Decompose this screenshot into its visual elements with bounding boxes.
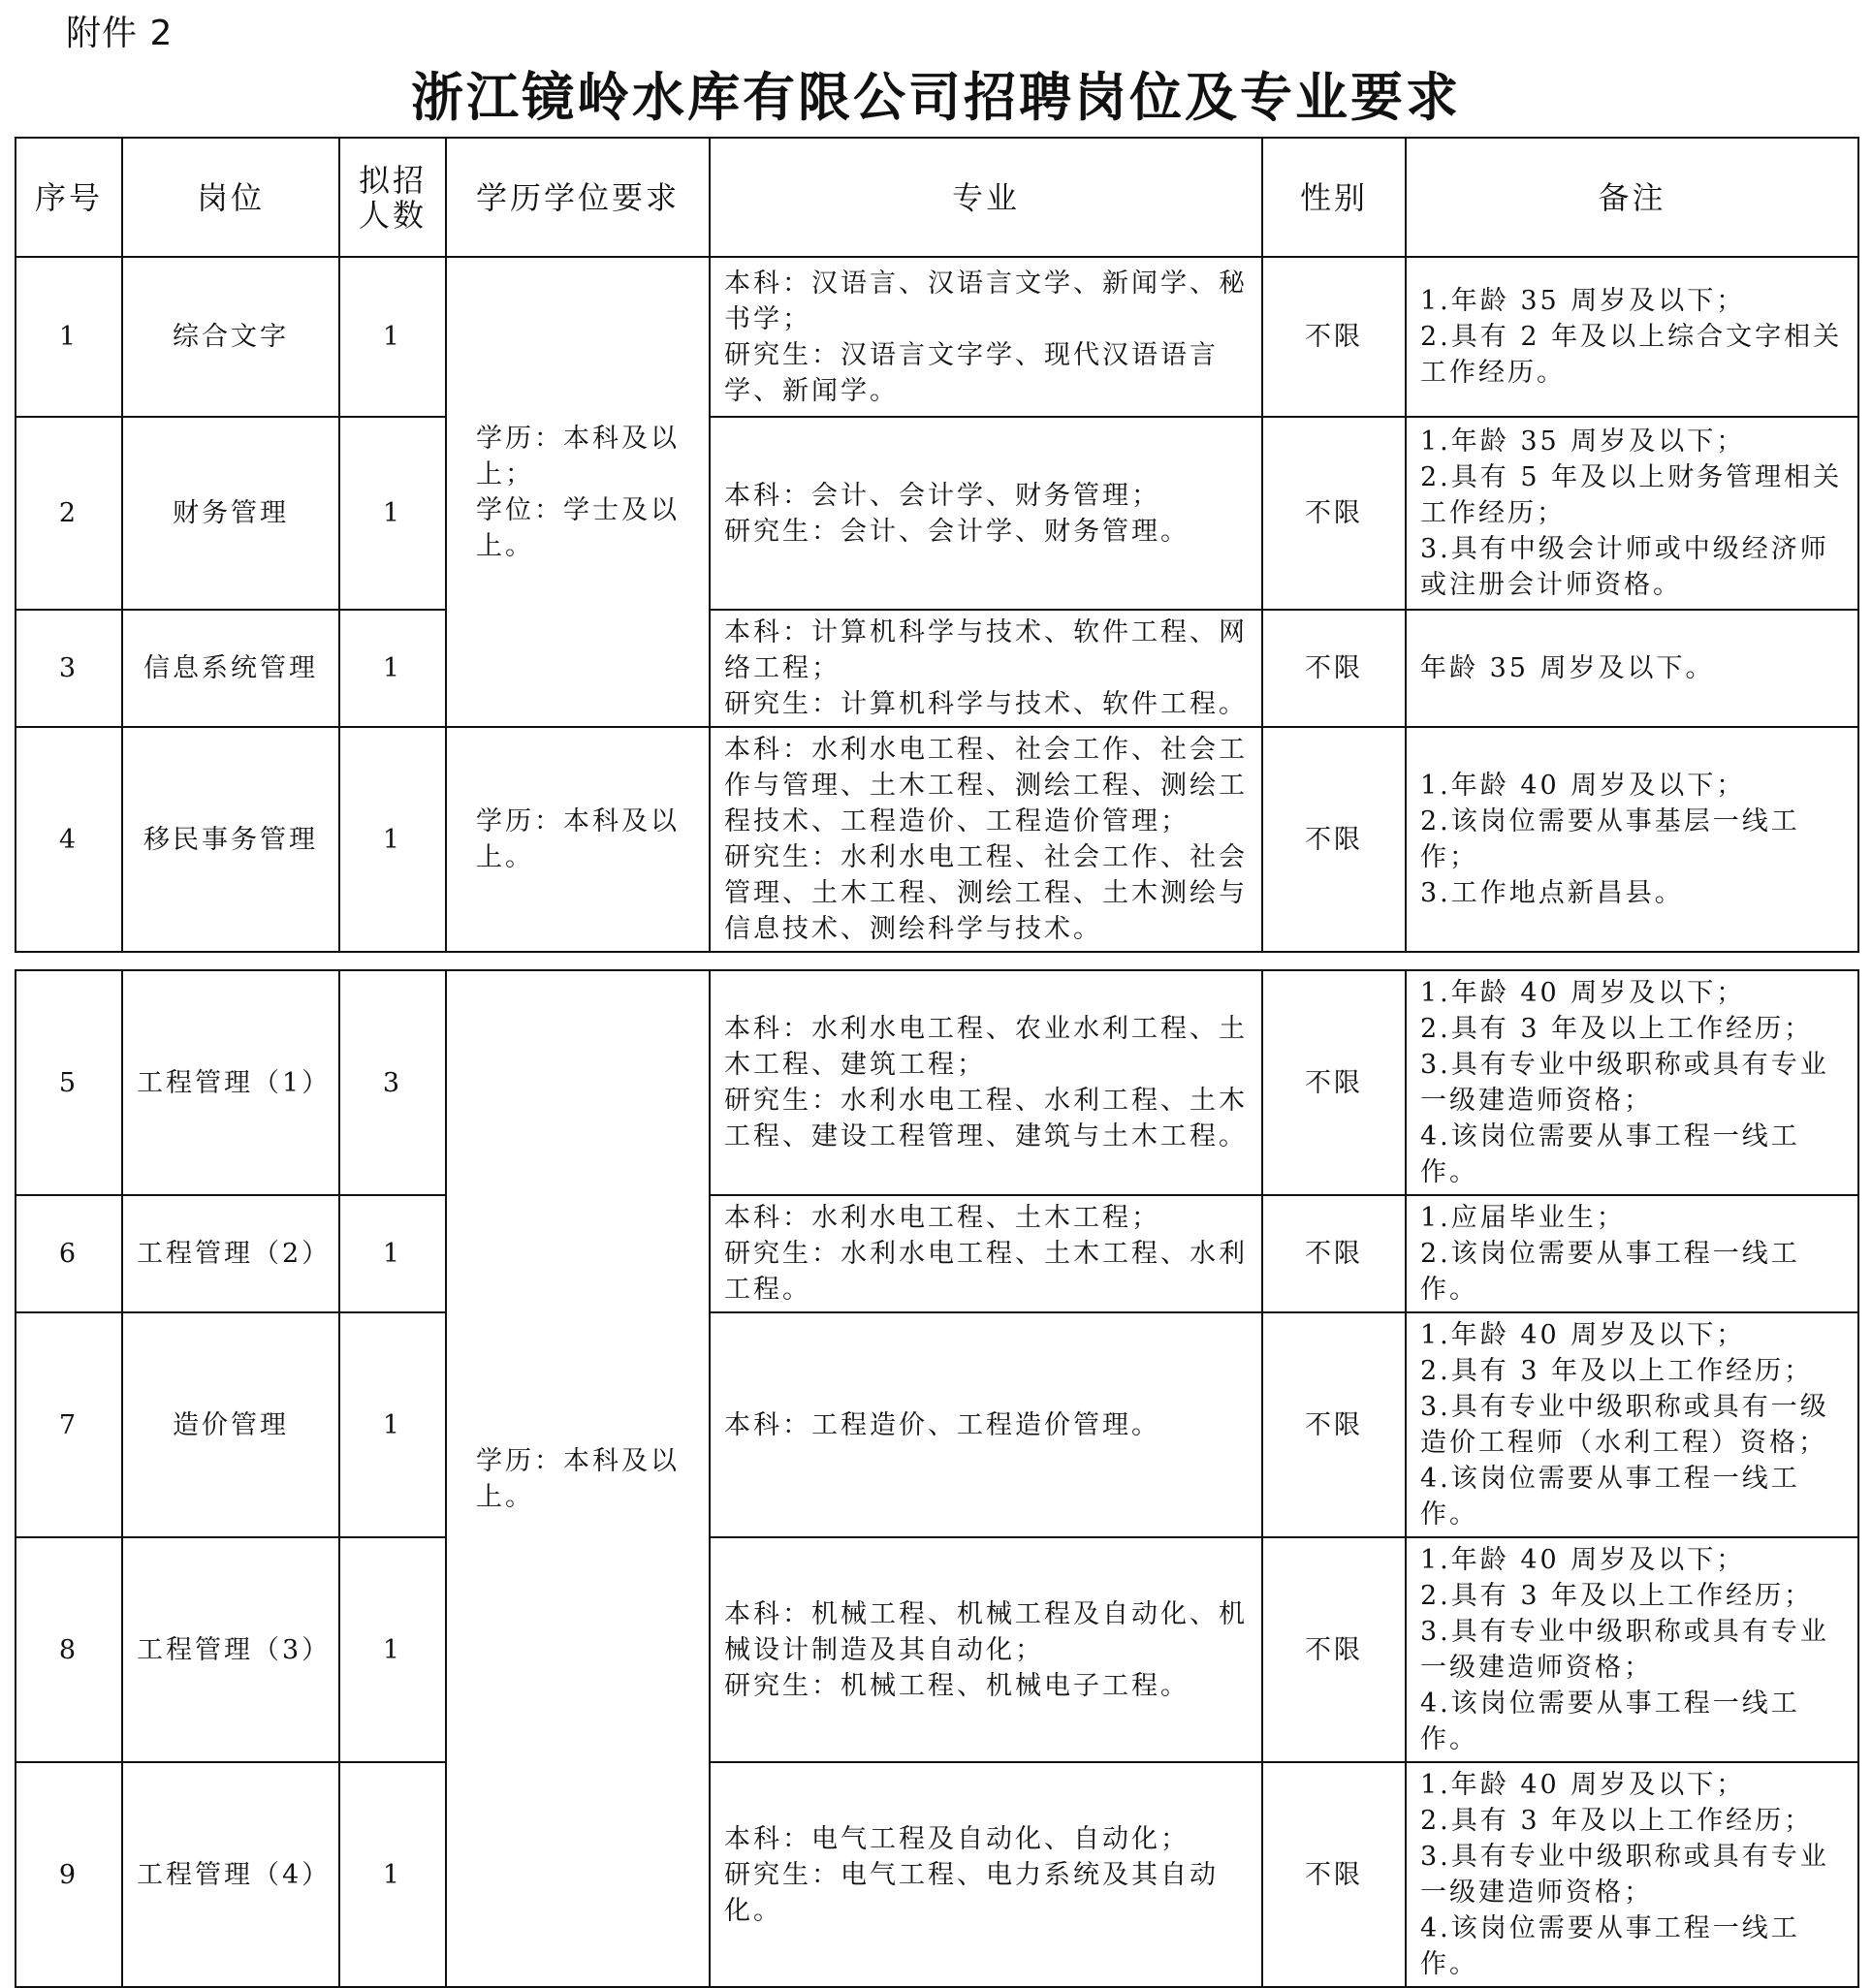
header-row <box>16 138 1858 257</box>
table-row <box>16 1762 1858 1987</box>
table-row <box>16 970 1858 1195</box>
row-major: 本科：工程造价、工程造价管理。 <box>710 1312 1262 1537</box>
row-major: 本科：汉语言、汉语言文学、新闻学、秘书学； 研究生：汉语言文字学、现代汉语语言学、新闻学。 <box>710 257 1262 417</box>
row-notes: 1.年龄 35 周岁及以下； 2.具有 5 年及以上财务管理相关工作经历； 3.具有中级会计师或中级经济师或注册会计师资格。 <box>1406 417 1858 610</box>
row-no: 8 <box>16 1537 122 1762</box>
row-no: 5 <box>16 970 122 1195</box>
row-count: 1 <box>339 1195 446 1312</box>
row-major: 本科：电气工程及自动化、自动化； 研究生：电气工程、电力系统及其自动化。 <box>710 1762 1262 1987</box>
row-gender: 不限 <box>1262 610 1406 727</box>
row-major: 本科：会计、会计学、财务管理； 研究生：会计、会计学、财务管理。 <box>710 417 1262 610</box>
row-notes: 1.应届毕业生； 2.该岗位需要从事工程一线工作。 <box>1406 1195 1858 1312</box>
table-row <box>16 417 1858 610</box>
table-row <box>16 610 1858 727</box>
row-gender: 不限 <box>1262 1762 1406 1987</box>
row-gender: 不限 <box>1262 970 1406 1195</box>
row-position: 财务管理 <box>122 417 339 610</box>
row-position: 移民事务管理 <box>122 727 339 952</box>
row-count: 1 <box>339 1537 446 1762</box>
row-gender: 不限 <box>1262 1195 1406 1312</box>
header-no: 序号 <box>16 138 122 257</box>
row-notes: 1.年龄 40 周岁及以下； 2.该岗位需要从事基层一线工作； 3.工作地点新昌县。 <box>1406 727 1858 952</box>
row-major: 本科：机械工程、机械工程及自动化、机械设计制造及其自动化； 研究生：机械工程、机械电子工程。 <box>710 1537 1262 1762</box>
row-position: 工程管理（1） <box>122 970 339 1195</box>
row-position: 综合文字 <box>122 257 339 417</box>
header-education: 学历学位要求 <box>446 138 710 257</box>
row-count: 3 <box>339 970 446 1195</box>
row-notes: 1.年龄 40 周岁及以下； 2.具有 3 年及以上工作经历； 3.具有专业中级职称或具有一级造价工程师（水利工程）资格； 4.该岗位需要从事工程一线工作。 <box>1406 1312 1858 1537</box>
table-row <box>16 1312 1858 1537</box>
row-gender: 不限 <box>1262 257 1406 417</box>
row-notes: 1.年龄 40 周岁及以下； 2.具有 3 年及以上工作经历； 3.具有专业中级职称或具有专业一级建造师资格； 4.该岗位需要从事工程一线工作。 <box>1406 1537 1858 1762</box>
row-count: 1 <box>339 727 446 952</box>
row-notes: 1.年龄 40 周岁及以下； 2.具有 3 年及以上工作经历； 3.具有专业中级职称或具有专业一级建造师资格； 4.该岗位需要从事工程一线工作。 <box>1406 1762 1858 1987</box>
row-count: 1 <box>339 1312 446 1537</box>
row-count: 1 <box>339 257 446 417</box>
row-gender: 不限 <box>1262 727 1406 952</box>
row-notes: 年龄 35 周岁及以下。 <box>1406 610 1858 727</box>
education-requirement-group-1: 学历：本科及以 上； 学位：学士及以 上。 <box>446 257 710 727</box>
education-requirement-group-2: 学历：本科及以 上。 <box>446 727 710 952</box>
education-requirement-group-3: 学历：本科及以 上。 <box>446 970 710 1987</box>
recruitment-table-page-1 <box>15 137 1859 953</box>
row-notes: 1.年龄 35 周岁及以下； 2.具有 2 年及以上综合文字相关工作经历。 <box>1406 257 1858 417</box>
table-row <box>16 1195 1858 1312</box>
row-major: 本科：计算机科学与技术、软件工程、网络工程； 研究生：计算机科学与技术、软件工程。 <box>710 610 1262 727</box>
row-major: 本科：水利水电工程、社会工作、社会工作与管理、土木工程、测绘工程、测绘工程技术、工程造价、工程造价管理； 研究生：水利水电工程、社会工作、社会管理、土木工程、测绘工程、土木测绘与信息技术、测绘科学与技术。 <box>710 727 1262 952</box>
header-position: 岗位 <box>122 138 339 257</box>
row-major: 本科：水利水电工程、农业水利工程、土木工程、建筑工程； 研究生：水利水电工程、水利工程、土木工程、建设工程管理、建筑与土木工程。 <box>710 970 1262 1195</box>
row-no: 6 <box>16 1195 122 1312</box>
row-position: 工程管理（3） <box>122 1537 339 1762</box>
attachment-label: 附件 2 <box>66 14 174 53</box>
row-position: 造价管理 <box>122 1312 339 1537</box>
header-gender: 性别 <box>1262 138 1406 257</box>
row-count: 1 <box>339 610 446 727</box>
row-gender: 不限 <box>1262 417 1406 610</box>
row-no: 2 <box>16 417 122 610</box>
row-gender: 不限 <box>1262 1312 1406 1537</box>
row-position: 工程管理（2） <box>122 1195 339 1312</box>
row-no: 9 <box>16 1762 122 1987</box>
row-major: 本科：水利水电工程、土木工程； 研究生：水利水电工程、土木工程、水利工程。 <box>710 1195 1262 1312</box>
recruitment-table-page-2 <box>15 969 1859 1988</box>
document-title: 浙江镜岭水库有限公司招聘岗位及专业要求 <box>411 67 1461 128</box>
row-no: 1 <box>16 257 122 417</box>
table-row <box>16 1537 1858 1762</box>
header-major: 专业 <box>710 138 1262 257</box>
row-position: 信息系统管理 <box>122 610 339 727</box>
row-no: 7 <box>16 1312 122 1537</box>
row-count: 1 <box>339 1762 446 1987</box>
row-count: 1 <box>339 417 446 610</box>
row-notes: 1.年龄 40 周岁及以下； 2.具有 3 年及以上工作经历； 3.具有专业中级职称或具有专业一级建造师资格； 4.该岗位需要从事工程一线工作。 <box>1406 970 1858 1195</box>
row-position: 工程管理（4） <box>122 1762 339 1987</box>
row-no: 4 <box>16 727 122 952</box>
row-no: 3 <box>16 610 122 727</box>
header-notes: 备注 <box>1406 138 1858 257</box>
table-row <box>16 257 1858 417</box>
row-gender: 不限 <box>1262 1537 1406 1762</box>
header-count: 拟招 人数 <box>339 138 446 257</box>
table-row <box>16 727 1858 952</box>
